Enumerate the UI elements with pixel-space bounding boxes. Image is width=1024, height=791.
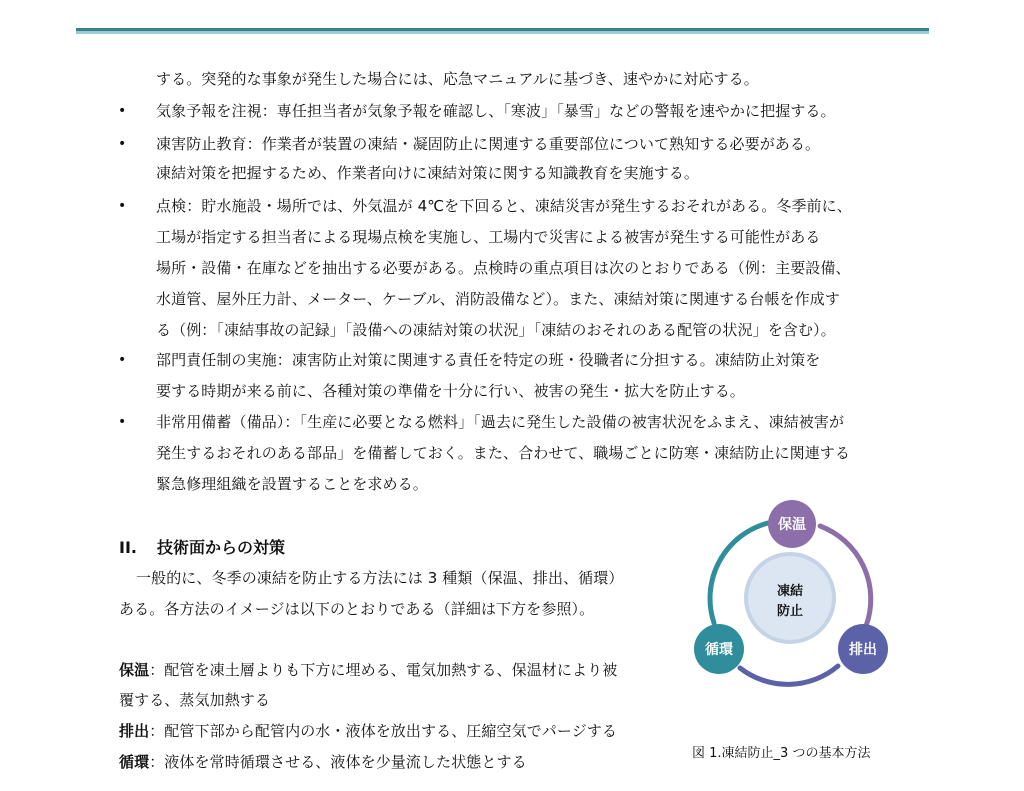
paragraph-line: 水道管、屋外圧力計、メーター、ケーブル、消防設備など）。また、凍結対策に関連する台帳を作成す <box>156 290 840 308</box>
section-heading <box>119 537 285 559</box>
bullet-weather-forecast: 気象予報を注視：専任担当者が気象予報を確認し、「寒波」「暴雪」などの警報を速やかに把握する。 <box>156 102 836 120</box>
node-warm: 保温 <box>768 500 816 548</box>
bullet-marker: • <box>118 198 127 214</box>
arc-drain-to-circulate <box>740 666 838 684</box>
bullet-marker: • <box>118 103 127 119</box>
paragraph-line: 発生するおそれのある部品」を備蓄しておく。また、合わせて、職場ごとに防寒・凍結防止に関連する <box>156 444 851 462</box>
method-drain <box>119 721 617 741</box>
paragraph-line: する。突発的な事象が発生した場合には、応急マニュアルに基づき、速やかに対応する。 <box>156 70 759 88</box>
bullet-inspection: 点検：貯水施設・場所では、外気温が 4℃を下回ると、凍結災害が発生するおそれがある。冬季前に、 <box>156 197 852 215</box>
method-warm <box>119 660 617 680</box>
section-intro-line: ある。各方法のイメージは以下のとおりである（詳細は下方を参照）。 <box>119 600 595 618</box>
paragraph-line: 凍結対策を把握するため、作業者向けに凍結対策に関する知識教育を実施する。 <box>156 164 700 182</box>
paragraph-line: る（例：「凍結事故の記録」「設備への凍結対策の状況」「凍結のおそれのある配管の状況」を含む）。 <box>156 321 836 339</box>
bullet-emergency-stockpile: 非常用備蓄（備品）：「生産に必要となる燃料」「過去に発生した設備の被害状況をふまえ、凍結被害が <box>156 413 845 431</box>
method-term: 循環 <box>119 753 150 771</box>
method-text: 覆する、蒸気加熱する <box>119 691 271 709</box>
node-circulate: 循環 <box>694 624 744 674</box>
paragraph-line: 要する時期が来る前に、各種対策の準備を十分に行い、被害の発生・拡大を防止する。 <box>156 382 745 400</box>
section-title: 技術面からの対策 <box>157 538 286 557</box>
center-label-line: 凍結 <box>776 584 803 599</box>
node-drain: 排出 <box>838 624 888 674</box>
method-term: 排出 <box>119 722 150 740</box>
method-text: ：液体を常時循環させる、液体を少量流した状態とする <box>149 753 527 771</box>
bullet-department-responsibility: 部門責任制の実施：凍害防止対策に関連する責任を特定の班・役職者に分担する。凍結防止対策を <box>156 351 821 369</box>
bullet-marker: • <box>118 414 127 430</box>
bullet-marker: • <box>118 136 127 152</box>
freeze-prevention-diagram <box>690 498 890 698</box>
figure-caption: 図 1.凍結防止_3 つの基本方法 <box>692 746 871 761</box>
method-term: 保温 <box>119 661 150 679</box>
bullet-marker: • <box>118 352 127 368</box>
paragraph-line: 場所・設備・在庫などを抽出する必要がある。点検時の重点項目は次のとおりである（例：主要設備、 <box>156 259 851 277</box>
bullet-frost-education: 凍害防止教育：作業者が装置の凍結・凝固防止に関連する重要部位について熟知する必要がある。 <box>156 135 821 153</box>
section-intro-line: 一般的に、冬季の凍結を防止する方法には 3 種類（保温、排出、循環） <box>136 569 624 587</box>
center-label-line: 防止 <box>776 604 803 619</box>
paragraph-line: 工場が指定する担当者による現場点検を実施し、工場内で災害による被害が発生する可能性がある <box>156 228 821 246</box>
method-text: ：配管を凍土層よりも下方に埋める、電気加熱する、保温材により被 <box>149 661 618 679</box>
center-label <box>760 582 820 622</box>
paragraph-line: 緊急修理組織を設置することを求める。 <box>156 475 428 493</box>
method-warm-continued <box>119 690 270 710</box>
method-text: ：配管下部から配管内の水・液体を放出する、圧縮空気でパージする <box>149 722 618 740</box>
method-circulate <box>119 752 527 772</box>
header-rule-shadow <box>76 31 929 34</box>
section-number: II. <box>119 538 137 557</box>
